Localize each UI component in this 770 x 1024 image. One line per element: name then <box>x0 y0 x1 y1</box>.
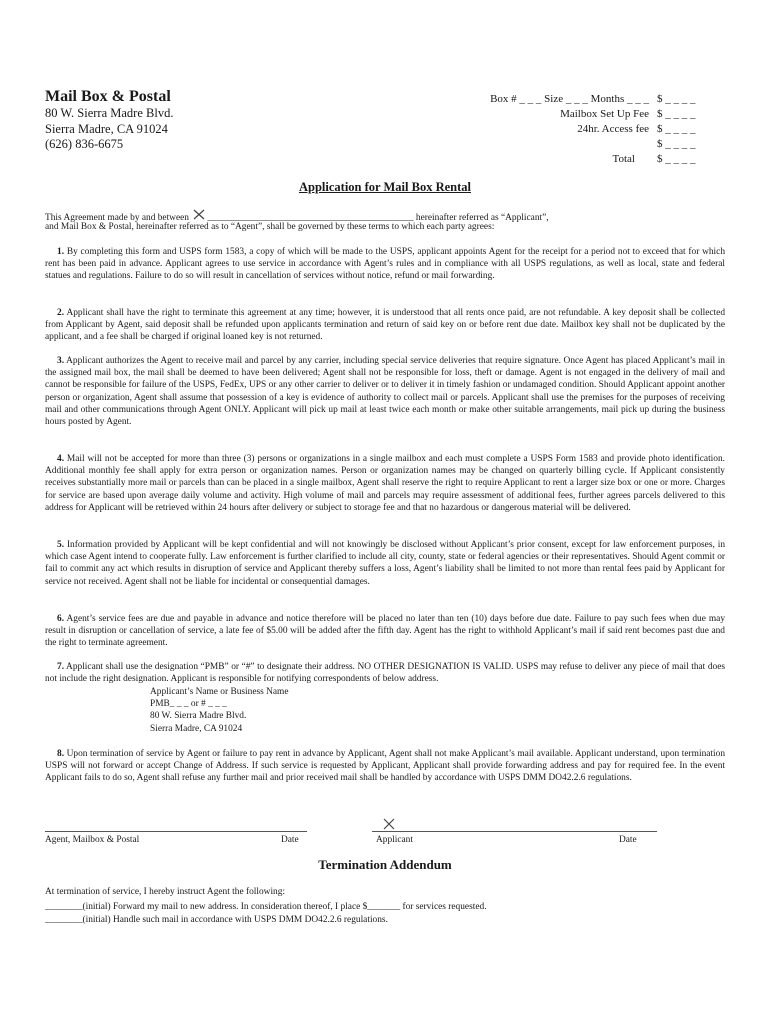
fee-amount-other[interactable]: $ _ _ _ _ <box>657 138 696 150</box>
fee-row-access[interactable] <box>430 122 705 137</box>
fee-amount-total[interactable]: $ _ _ _ _ <box>657 153 696 165</box>
applicant-x-icon <box>383 818 395 830</box>
fee-schedule <box>430 92 705 167</box>
intro-line-2: and Mail Box & Postal, hereinafter referred as to “Agent”, shall be governed by these terms to which each party agrees: <box>45 222 495 232</box>
clause-5 <box>45 539 725 588</box>
clause-8 <box>45 748 725 785</box>
intro-text-a: This Agreement made by and between <box>45 213 189 223</box>
fee-amount-access[interactable]: $ _ _ _ _ <box>657 123 696 135</box>
fee-amount-setup[interactable]: $ _ _ _ _ <box>657 108 696 120</box>
clause-number: 8. <box>57 749 65 759</box>
signature-x-icon <box>193 209 205 221</box>
fee-row-total[interactable] <box>430 152 705 167</box>
company-address-line1: 80 W. Sierra Madre Blvd. <box>45 106 174 120</box>
fee-row-setup[interactable] <box>430 107 705 122</box>
pmb-address-block <box>150 686 289 735</box>
clause-number: 4. <box>57 454 65 464</box>
clause-number: 1. <box>57 247 65 257</box>
addendum-title: Termination Addendum <box>318 857 452 872</box>
clause-text: Applicant shall have the right to terminate this agreement at any time; however, it is understood that all rents once paid, are not refundable. A key deposit shall be collected from Applicant by Agent, said deposit shall be refunded upon applicants termination and return of said key on or before rent due date. Mailbox key shall not be duplicated by the applicant, and a fee shall be charged if original loaned key is not returned. <box>45 308 726 343</box>
applicant-name-field[interactable]: ____________________________________________ hereinafter referred as “Applicant”, <box>207 213 549 223</box>
pmb-line-street: 80 W. Sierra Madre Blvd. <box>150 711 247 722</box>
clause-6 <box>45 613 725 650</box>
fee-row-box[interactable] <box>430 92 705 107</box>
clause-number: 7. <box>57 662 65 672</box>
clause-text: Agent’s service fees are due and payable in advance and notice therefore will be placed no later than ten (10) days before due date. Failure to pay such fees when due may result in disruption or cancellation of service, a late fee of $5.00 will be added after the fifth day. Agent has the right to withhold Applicant’s mail if said rent becomes past due and the right to terminate agreement. <box>45 614 726 649</box>
fee-label-access: 24hr. Access fee <box>577 123 649 135</box>
clause-7 <box>45 661 725 685</box>
applicant-date-label: Date <box>619 835 637 845</box>
agent-signature-label: Agent, Mailbox & Postal <box>45 835 140 845</box>
clause-number: 5. <box>57 540 65 550</box>
clause-number: 2. <box>57 308 65 318</box>
fee-label-other <box>649 137 657 152</box>
addendum-option-handle[interactable]: ________(initial) Handle such mail in accordance with USPS DMM DO42.2.6 regulations. <box>45 915 388 925</box>
pmb-line-city: Sierra Madre, CA 91024 <box>150 723 243 734</box>
clause-number: 6. <box>57 614 65 624</box>
company-address-line2: Sierra Madre, CA 91024 <box>45 122 168 136</box>
clause-2 <box>45 307 725 344</box>
clause-text: Mail will not be accepted for more than three (3) persons or organizations in a single mailbox and each must complete a USPS Form 1583 and provide photo identification. Additional monthly fee shall apply for extra person or organization names. Person or organization names may be changed on quarterly billing cycle. If Applicant consistently receives substantially more mail or parcels than can be placed in a single mailbox, Agent shall reserve the right to require Applicant to rent a larger size box or one or more. Charges for service are based upon average daily volume and activity. High volume of mail and parcels may require assessment of additional fees, further agrees parcels delivered to this address for Applicant will be retrieved within 24 hours after delivery or subject to storage fee and that no hazardous or dangerous material will be delivered. <box>45 454 725 513</box>
fee-amount-box[interactable]: $ _ _ _ _ <box>657 93 696 105</box>
clause-3 <box>45 355 725 428</box>
applicant-signature-line[interactable] <box>372 831 657 832</box>
fee-label-setup: Mailbox Set Up Fee <box>560 108 649 120</box>
clause-text: Information provided by Applicant will be kept confidential and will not knowingly be disclosed without Applicant’s prior consent, except for law enforcement purposes, in which case Agent intend to cooperate fully. Law enforcement is further clarified to include all city, county, state or federal agencies or their representatives. Should Agent commit or fail to commit any act which results in disruption of service and Applicant thereby suffers a loss, Agent’s liability shall be limited to not more than rental fees paid by Applicant for service not received. Agent shall not be liable for incidental or consequential damages. <box>45 540 726 587</box>
clause-4 <box>45 453 725 514</box>
document-title: Application for Mail Box Rental <box>299 180 471 194</box>
pmb-line-name: Applicant’s Name or Business Name <box>150 687 289 697</box>
clause-text: Applicant shall use the designation “PMB” or “#” to designate their address. NO OTHER DESIGNATION IS VALID. USPS may refuse to deliver any piece of mail that does not include the right designation. Applicant is responsible for notifying correspondents of below address. <box>45 662 725 685</box>
clause-1 <box>45 246 725 283</box>
fee-label-total: Total <box>612 153 635 165</box>
fee-row-other[interactable] <box>430 137 705 152</box>
fee-label-box-size-months: Box # _ _ _ Size _ _ _ Months _ _ _ <box>490 93 649 105</box>
agent-signature-line[interactable] <box>45 831 307 832</box>
applicant-signature-label: Applicant <box>376 835 413 845</box>
pmb-line-number: PMB_ _ _ or # _ _ _ <box>150 699 227 710</box>
addendum-option-forward[interactable]: ________(initial) Forward my mail to new address. In consideration thereof, I place $_______ for services requested. <box>45 902 487 912</box>
agent-date-label: Date <box>281 835 299 845</box>
company-name: Mail Box & Postal <box>45 88 171 105</box>
company-phone: (626) 836-6675 <box>45 137 124 151</box>
addendum-intro: At termination of service, I hereby instruct Agent the following: <box>45 887 286 897</box>
clause-text: By completing this form and USPS form 1583, a copy of which will be made to the USPS, applicant appoints Agent for the receipt for a period not to exceed that for which rent has been paid in advance. Applicant agrees to use service in accordance with Agent’s rules and in compliance with all USPS regulations, as well as local, state and federal statues and regulations. Failure to do so will result in cancellation of services without notice, refund or mail forwarding. <box>45 247 726 282</box>
clause-text: Upon termination of service by Agent or failure to pay rent in advance by Applicant, Agent shall not make Applicant’s mail available. Applicant understand, upon termination USPS will not forward or accept Change of Address. If such service is requested by Applicant, Applicant shall provide forwarding address and pay for required fee. In the event Applicant fails to do so, Agent shall refuse any further mail and prior received mail shall be handled by accordance with USPS DMM DO42.2.6 regulations. <box>45 749 726 784</box>
clause-text: Applicant authorizes the Agent to receive mail and parcel by any carrier, including special service deliveries that require signature. Once Agent has placed Applicant’s mail in the assigned mail box, the mail shall be deemed to have been delivered; Agent shall not be responsible for loss, theft or damage. Agent is not engaged in the delivery of mail and cannot be responsible for failure of the USPS, FedEx, UPS or any other carrier to deliver or to deliver it in timely fashion or undamaged condition. Should Applicant appoint another person or organization, Agent shall assume that possession of a key is evidence of authority to collect mail or parcels. Applicant shall use the premises for the purposes of receiving mail and other communications through Agent ONLY. Applicant will pick up mail at least twice each month or make other suitable arrangements, mail pick up during the business hours posted by Agent. <box>45 356 725 428</box>
clause-number: 3. <box>57 356 65 366</box>
